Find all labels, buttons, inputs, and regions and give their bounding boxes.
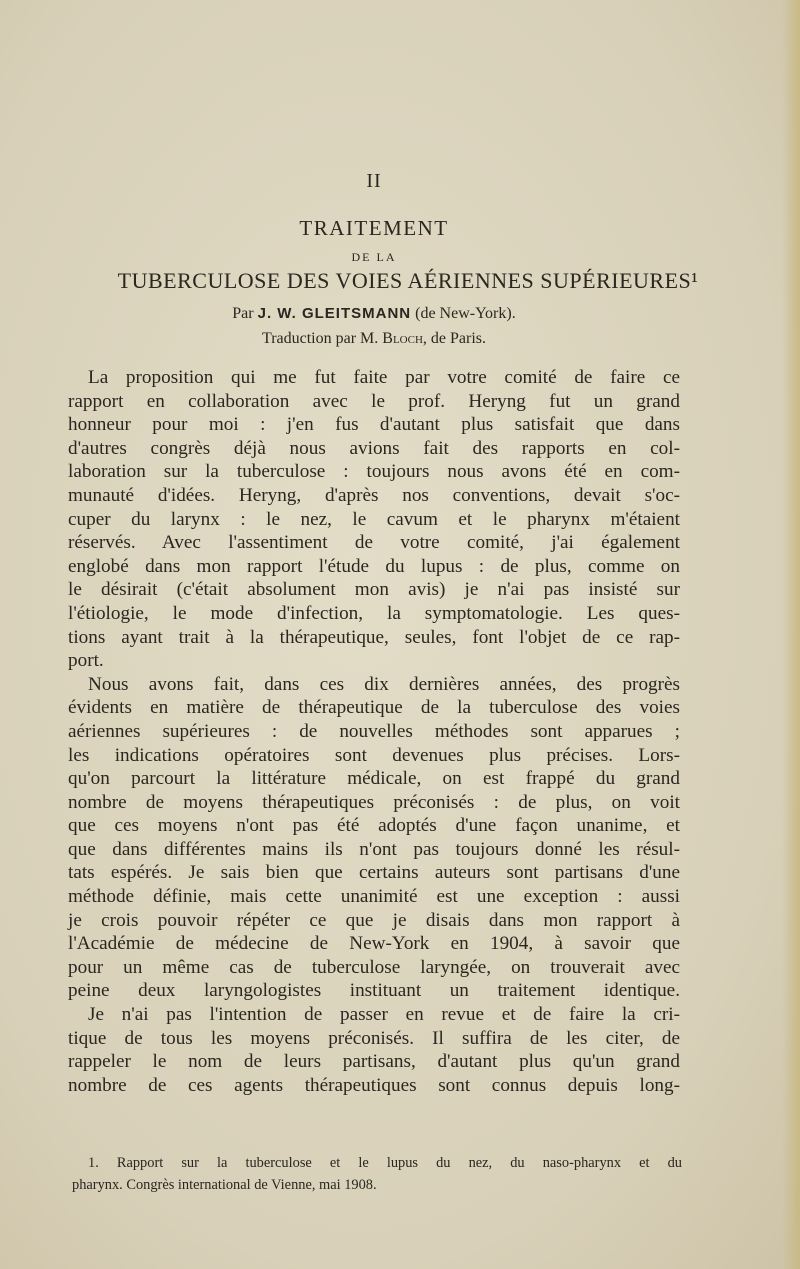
translator-location: , de Paris. [422,330,487,347]
body-line: La proposition qui me fut faite par votre comité de faire ce [88,367,680,388]
title-line-3: TUBERCULOSE DES VOIES AÉRIENNES SUPÉRIEURES¹ [117,268,699,293]
translation-credit [0,330,748,348]
body-line: aériennes supérieures : de nouvelles méthodes sont apparues ; [68,720,680,742]
byline-prefix: Par [232,305,254,322]
body-line: tats espérés. Je sais bien que certains auteurs sont partisans d'une [68,862,680,884]
body-line: honneur pour moi : j'en fus d'autant plus satisfait que dans [68,414,680,436]
body-line: Nous avons fait, dans ces dix dernières années, des progrès [88,673,680,695]
body-line: pour un même cas de tuberculose laryngée, on trouverait avec [68,956,680,978]
body-line: que dans différentes mains ils n'ont pas toujours donné les résul- [68,838,680,860]
body-line: réservés. Avec l'assentiment de votre comité, j'ai également [68,532,680,554]
title-line-2: DE LA [351,250,397,264]
body-line: tique de tous les moyens préconisés. Il suffira de les citer, de [68,1027,680,1049]
body-line: port. [68,650,104,672]
section-number: II [366,170,382,192]
author-name: J. W. GLEITSMANN [257,305,412,322]
body-line: méthode définie, mais cette unanimité est une exception : aussi [68,886,680,908]
footnote [72,1152,682,1196]
body-line: laboration sur la tuberculose : toujours nous avons été en com- [68,461,680,483]
body-line: cuper du larynx : le nez, le cavum et le pharynx m'étaient [68,508,680,530]
body-line: les indications opératoires sont devenues plus précises. Lors- [68,744,680,766]
body-line: rapport en collaboration avec le prof. Heryng fut un grand [68,390,680,412]
body-line: nombre de moyens thérapeutiques préconisés : de plus, on voit [68,791,680,813]
body-text [68,366,680,1097]
title-line-1: TRAITEMENT [299,216,449,240]
body-line: que ces moyens n'ont pas été adoptés d'une façon unanime, et [68,815,680,837]
translator-name: Bloch [382,330,423,347]
page-edge [782,0,800,1269]
byline [0,305,748,323]
body-line: Je n'ai pas l'intention de passer en revue et de faire la cri- [88,1004,680,1026]
footnote-line: pharynx. Congrès international de Vienne, mai 1908. [72,1177,377,1193]
body-line: nombre de ces agents thérapeutiques sont connus depuis long- [68,1074,680,1096]
body-line: tions ayant trait à la thérapeutique, seules, font l'objet de ce rap- [68,626,680,648]
body-line: englobé dans mon rapport l'étude du lupus : de plus, comme on [68,555,680,577]
footnote-line: 1. Rapport sur la tuberculose et le lupus du nez, du naso-pharynx et du [88,1155,682,1171]
translation-prefix: Traduction par M. [261,330,379,347]
body-line: l'étiologie, le mode d'infection, la symptomatologie. Les ques- [68,602,680,624]
body-line: peine deux laryngologistes instituant un traitement identique. [68,980,680,1002]
body-line: qu'on parcourt la littérature médicale, on est frappé du grand [68,768,680,790]
body-line: munauté d'idées. Heryng, d'après nos conventions, devait s'oc- [68,484,680,506]
body-line: l'Académie de médecine de New-York en 1904, à savoir que [68,933,680,955]
body-line: je crois pouvoir répéter ce que je disais dans mon rapport à [68,909,680,931]
body-line: le désirait (c'était absolument mon avis) je n'ai pas insisté sur [68,579,680,601]
body-line: rappeler le nom de leurs partisans, d'autant plus qu'un grand [68,1051,680,1073]
body-line: d'autres congrès déjà nous avions fait des rapports en col- [68,437,680,459]
body-line: évidents en matière de thérapeutique de la tuberculose des voies [68,697,680,719]
author-location: (de New-York). [415,305,516,322]
